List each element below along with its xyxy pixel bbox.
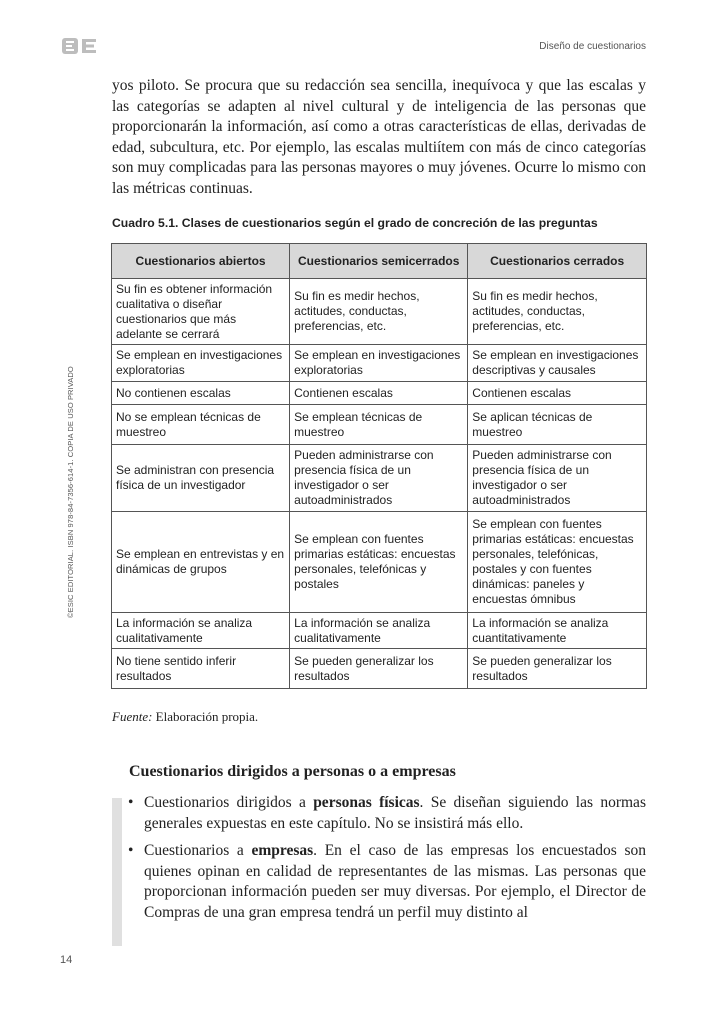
table-cell: Se emplean técnicas de muestreo	[290, 405, 468, 445]
table-cell: Pueden administrarse con presencia física de un investigador o ser autoadministrados	[468, 445, 647, 512]
column-header-semiclosed: Cuestionarios semicerrados	[290, 244, 468, 279]
table-cell: Se emplean en entrevistas y en dinámicas de grupos	[112, 512, 290, 613]
column-header-closed: Cuestionarios cerrados	[468, 244, 647, 279]
list-item	[128, 841, 646, 923]
bullet-lead: Cuestionarios dirigidos a	[144, 794, 314, 811]
bullet-bold: personas físicas	[313, 794, 420, 811]
table-cell: No tiene sentido inferir resultados	[112, 649, 290, 689]
table-cell: Se emplean en investigaciones descriptivas y causales	[468, 345, 647, 382]
page-number: 14	[60, 954, 73, 966]
body-paragraph: yos piloto. Se procura que su redacción sea sencilla, inequívoca y que las escalas y las categorías se adapten al nivel cultural y de inteligencia de las personas que proporcionarán la información, así como a otras características de ellas, derivadas de edad, subcultura, etc. Por ejemplo, las escalas multiítem con más de cinco categorías son muy complicadas para las personas mayores o muy jóvenes. Ocurre lo mismo con las métricas continuas.	[112, 77, 646, 197]
table-row	[112, 279, 647, 345]
table-row	[112, 613, 647, 649]
table-cell: Se emplean con fuentes primarias estáticas: encuestas personales, telefónicas, postales y con fuentes dinámicas: paneles y encuestas ómnibus	[468, 512, 647, 613]
copyright-side-note: ©ESIC EDITORIAL. ISBN 978-84-7356-614-1. COPIA DE USO PRIVADO	[66, 366, 75, 618]
table-row	[112, 512, 647, 613]
table-cell: La información se analiza cuantitativamente	[468, 613, 647, 649]
table-row	[112, 405, 647, 445]
table-row	[112, 649, 647, 689]
table-cell: Contienen escalas	[290, 382, 468, 405]
section-subheading: Cuestionarios dirigidos a personas o a empresas	[129, 763, 456, 780]
table-cell: Se emplean en investigaciones exploratorias	[290, 345, 468, 382]
table-row	[112, 382, 647, 405]
table-cell: Se pueden generalizar los resultados	[290, 649, 468, 689]
table-row	[112, 345, 647, 382]
table-cell: No se emplean técnicas de muestreo	[112, 405, 290, 445]
source-text: Elaboración propia.	[155, 709, 259, 724]
table-cell: Se pueden generalizar los resultados	[468, 649, 647, 689]
table-cell: Se administran con presencia física de un investigador	[112, 445, 290, 512]
table-cell: No contienen escalas	[112, 382, 290, 405]
bullet-dot-icon: •	[128, 842, 134, 860]
bullet-bold: empresas	[251, 842, 314, 860]
bullet-rest: . Se diseñan siguiendo las normas generales expuestas en este capítulo. No se insistirá más ello.	[144, 794, 646, 832]
table-cell: Su fin es medir hechos, actitudes, conductas, preferencias, etc.	[468, 279, 647, 345]
table-source	[112, 709, 258, 725]
table-cell: Se aplican técnicas de muestreo	[468, 405, 647, 445]
table-caption: Cuadro 5.1. Clases de cuestionarios según el grado de concreción de las preguntas	[112, 216, 598, 230]
table-cell: Su fin es medir hechos, actitudes, conductas, preferencias, etc.	[290, 279, 468, 345]
table-cell: La información se analiza cualitativamente	[112, 613, 290, 649]
column-header-open: Cuestionarios abiertos	[112, 244, 290, 279]
bullet-dot-icon: •	[128, 794, 134, 811]
table-cell: Se emplean con fuentes primarias estáticas: encuestas personales, telefónicas y postales	[290, 512, 468, 613]
side-bar-accent	[112, 798, 122, 946]
bullet-list	[128, 793, 646, 931]
questionnaire-types-table	[111, 243, 647, 689]
list-item	[128, 793, 646, 834]
publisher-logo	[62, 36, 102, 56]
table-header-row	[112, 244, 647, 279]
bullet-lead: Cuestionarios a	[144, 842, 252, 860]
table-cell: Pueden administrarse con presencia física de un investigador o ser autoadministrados	[290, 445, 468, 512]
table-cell: Se emplean en investigaciones exploratorias	[112, 345, 290, 382]
table-row	[112, 445, 647, 512]
bullet-rest: . En el caso de las empresas los encuestados son quienes opinan en calidad de representantes de las mismas. Las personas que proporcionan información pueden ser muy diversas. Por ejemplo, el Director de Compras de una gran empresa tendrá un perfil muy distinto al	[144, 842, 646, 921]
table-cell: Contienen escalas	[468, 382, 647, 405]
source-label: Fuente:	[112, 709, 153, 724]
table-cell: Su fin es obtener información cualitativa o diseñar cuestionarios que más adelante se cerrará	[112, 279, 290, 345]
running-head: Diseño de cuestionarios	[539, 41, 646, 52]
table-cell: La información se analiza cualitativamente	[290, 613, 468, 649]
